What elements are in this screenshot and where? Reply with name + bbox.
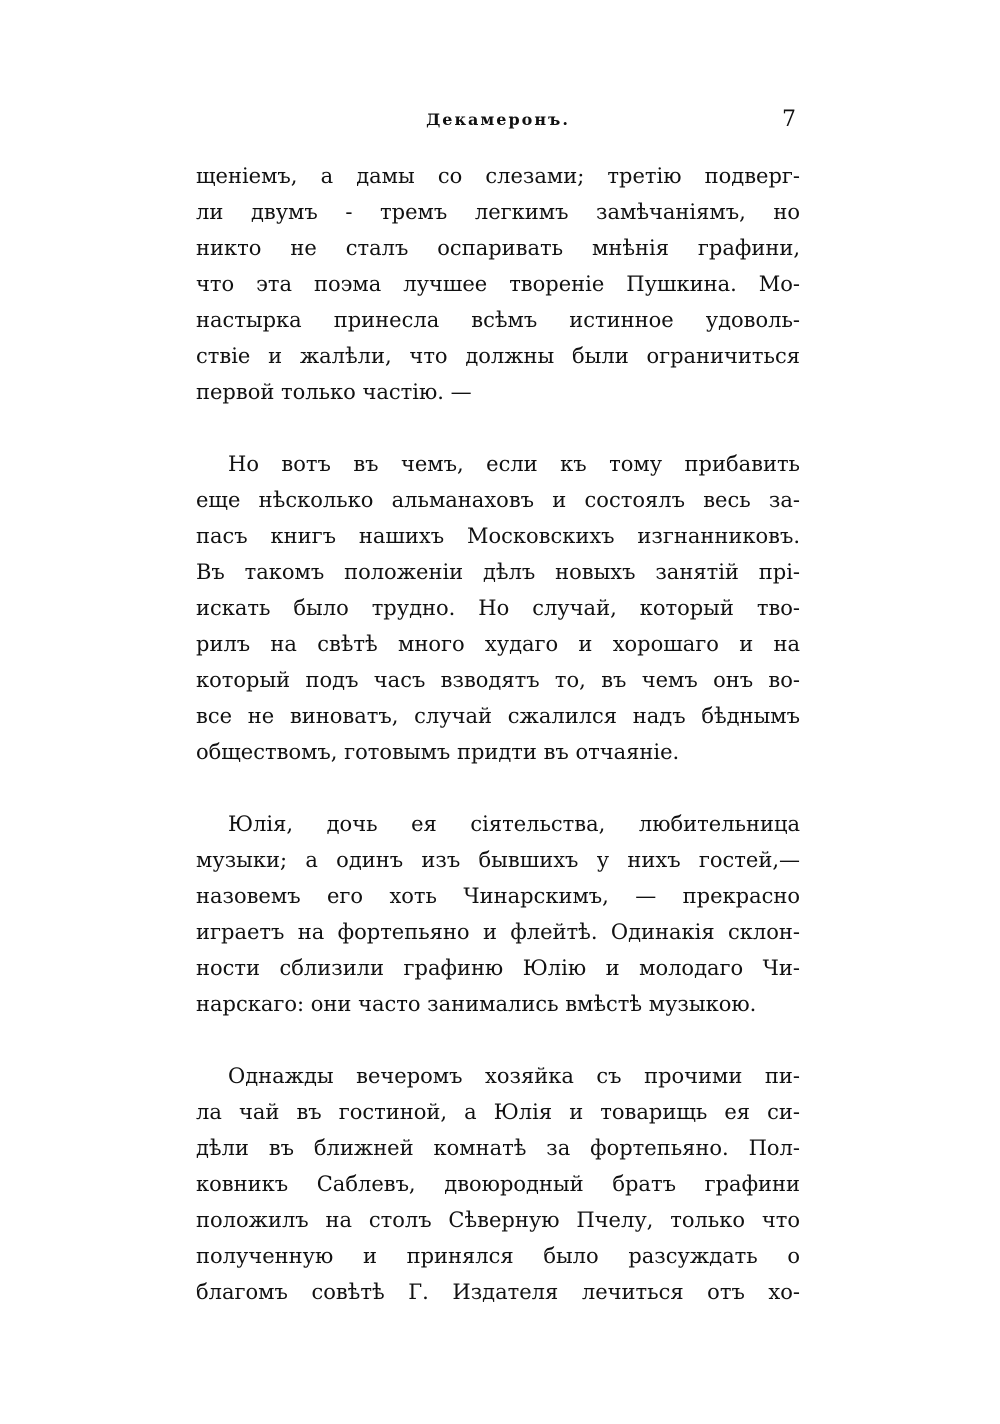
text-line: Въ такомъ положеніи дѣлъ новыхъ занятій прі- [196, 560, 800, 584]
text-line: дѣли въ ближней комнатѣ за фортепьяно. Пол- [196, 1136, 800, 1160]
text-line: положилъ на столъ Сѣверную Пчелу, только что [196, 1208, 800, 1232]
text-line: настырка принесла всѣмъ истинное удоволь- [196, 308, 800, 332]
text-line: Но вотъ въ чемъ, если къ тому прибавить [228, 452, 800, 476]
text-line: еще нѣсколько альманаховъ и состоялъ весь за- [196, 488, 800, 512]
text-line: играетъ на фортепьяно и флейтѣ. Одинакія склон- [196, 920, 800, 944]
text-line: первой только частію. — [196, 380, 472, 404]
text-line: пасъ книгъ нашихъ Московскихъ изгнанниковъ. [196, 524, 800, 548]
running-title: Декамеронъ. [426, 110, 570, 129]
text-line: никто не сталъ оспаривать мнѣнія графини, [196, 236, 800, 260]
text-line: обществомъ, готовымъ придти въ отчаяніе. [196, 740, 680, 764]
text-line: который подъ часъ взводятъ то, въ чемъ онъ во- [196, 668, 800, 692]
text-line: щеніемъ, а дамы со слезами; третію подверг- [196, 164, 800, 188]
text-line: ла чай въ гостиной, а Юлія и товарищь ея си- [196, 1100, 800, 1124]
paragraph-4 [196, 1058, 800, 1310]
text-line: рилъ на свѣтѣ много худаго и хорошаго и на [196, 632, 800, 656]
text-line: искать было трудно. Но случай, который тво- [196, 596, 800, 620]
text-line: назовемъ его хоть Чинарскимъ, — прекрасно [196, 884, 800, 908]
text-line: ли двумъ - тремъ легкимъ замѣчаніямъ, но [196, 200, 800, 224]
page-number: 7 [782, 107, 796, 132]
paragraph-1 [196, 158, 800, 410]
text-line: музыки; а одинъ изъ бывшихъ у нихъ гостей,— [196, 848, 800, 872]
text-line: ковникъ Саблевъ, двоюродный братъ графини [196, 1172, 800, 1196]
paragraph-2 [196, 446, 800, 770]
text-line: все не виноватъ, случай сжалился надъ бѣднымъ [196, 704, 800, 728]
text-line: Однажды вечеромъ хозяйка съ прочими пи- [228, 1064, 800, 1088]
page-header [196, 104, 800, 136]
text-line: нарскаго: они часто занимались вмѣстѣ музыкою. [196, 992, 757, 1016]
text-line: Юлія, дочь ея сіятельства, любительница [228, 812, 800, 836]
text-line: полученную и принялся было разсуждать о [196, 1244, 800, 1268]
paragraph-3 [196, 806, 800, 1022]
page-body [196, 158, 800, 1310]
text-line: ности сблизили графиню Юлію и молодаго Чи- [196, 956, 800, 980]
text-line: благомъ совѣтѣ Г. Издателя лечиться отъ хо- [196, 1280, 800, 1304]
text-line: что эта поэма лучшее твореніе Пушкина. Мо- [196, 272, 800, 296]
text-line: ствіе и жалѣли, что должны были ограничиться [196, 344, 800, 368]
